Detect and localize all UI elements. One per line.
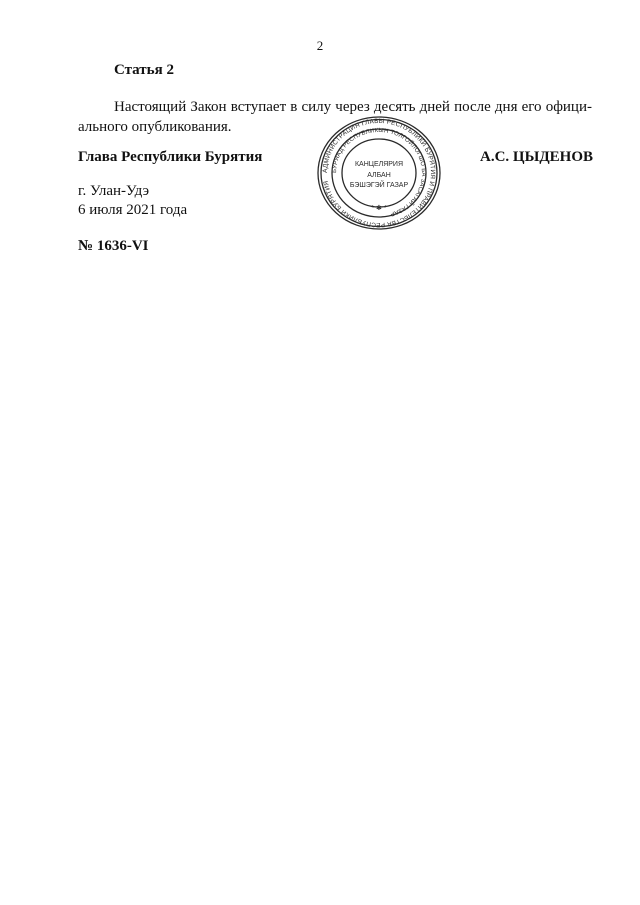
issue-place: г. Улан-Удэ bbox=[78, 183, 150, 199]
signer-name: А.С. ЦЫДЕНОВ bbox=[480, 149, 593, 165]
article-body-line-2: ального опубликования. bbox=[78, 119, 232, 135]
page-number: 2 bbox=[316, 38, 324, 53]
seal-star-icon: * ✱ * bbox=[371, 205, 387, 212]
official-seal-stamp bbox=[315, 115, 443, 231]
seal-inner-text: БУРЯАД РЕСПУБЛИКЫН ТОЛГОЙЛОГШО БА ЗАСАГАЙ ГАЗАР bbox=[331, 127, 427, 217]
document-number: № 1636-VI bbox=[78, 238, 149, 254]
article-title: Статья 2 bbox=[114, 62, 174, 78]
seal-center-line-1: КАНЦЕЛЯРИЯ bbox=[354, 161, 404, 168]
issue-date: 6 июля 2021 года bbox=[78, 202, 188, 218]
seal-center-line-3: БЭШЭГЭЙ ГАЗАР bbox=[349, 182, 409, 189]
seal-outer-text: АДМИНИСТРАЦИЯ ГЛАВЫ РЕСПУБЛИКИ БУРЯТИЯ И ПРАВИТЕЛЬСТВА РЕСПУБЛИКИ БУРЯТИЯ bbox=[321, 117, 437, 229]
seal-center-line-2: АЛБАН bbox=[367, 172, 391, 179]
signer-title: Глава Республики Бурятия bbox=[78, 149, 263, 165]
article-body-line-1: Настоящий Закон вступает в силу через десять дней после дня его офици- bbox=[114, 99, 592, 115]
